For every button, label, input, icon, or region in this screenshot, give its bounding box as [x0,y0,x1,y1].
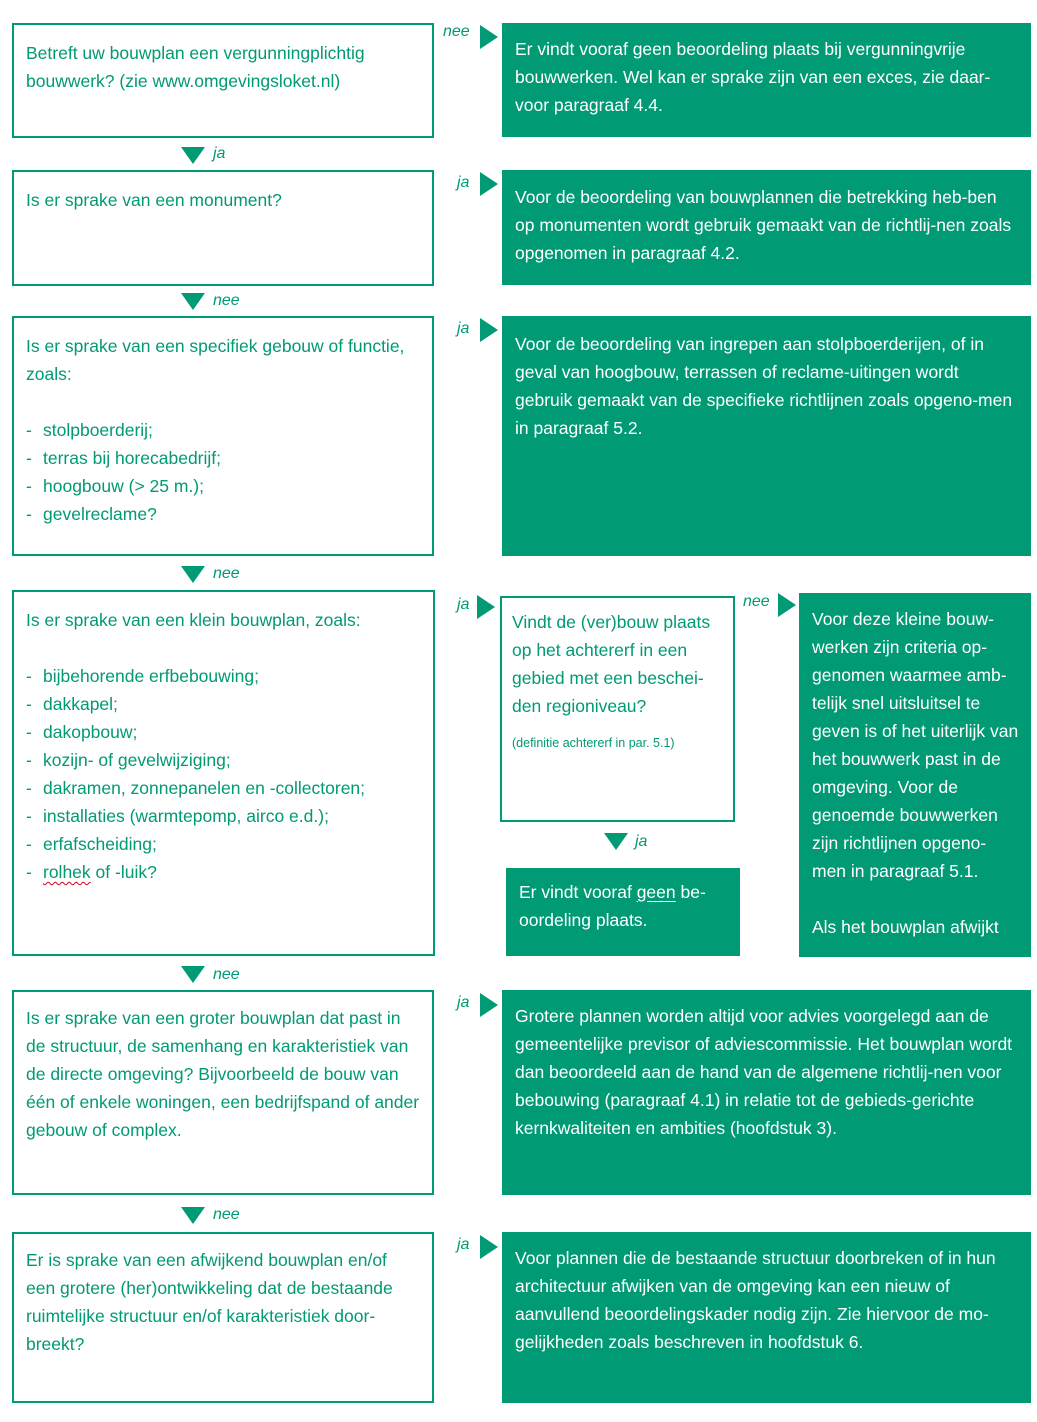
label-ja: ja [457,994,470,1011]
answer-afwijkend-bouwplan [502,1232,1031,1403]
answer-text: Er vindt vooraf geen beoordeling plaats bij vergunningvrije bouwwerken. Wel kan er sprake zijn van een exces, zie daar-voor paragraaf 4.4. [515,39,991,115]
question-monument [12,170,434,286]
label-nee: nee [213,966,240,983]
arrow-down-icon [604,833,628,850]
question-list [26,416,420,528]
question-text: Is er sprake van een groter bouwplan dat past in de structuur, de samenhang en karakteristiek van de directe omgeving? Bijvoorbeeld de bouw van één of enkele woningen, een bedrijfspand of ander gebouw of complex. [26,1008,420,1140]
label-nee: nee [213,292,240,309]
label-nee: nee [213,565,240,582]
question-text: Is er sprake van een klein bouwplan, zoals: [26,610,361,630]
arrow-right-icon [480,318,498,342]
label-nee: nee [443,23,470,40]
answer-text: Voor deze kleine bouw-werken zijn criteria op-genomen waarmee amb-telijk snel uitsluitsel te geven is of het uiterlijk van het bouwwerk past in de omgeving. Voor de genoemde bouwwerken zijn richtlijnen opgeno-men in paragraaf 5.1. [812,609,1019,881]
question-klein-bouwplan [12,590,435,956]
arrow-right-icon [477,595,495,619]
answer-text: Voor de beoordeling van bouwplannen die betrekking heb-ben op monumenten wordt gebruik gemaakt van de richtlij-nen zoals opgenomen in paragraaf 4.2. [515,187,1012,263]
label-nee: nee [213,1206,240,1223]
list-item: - rolhek of -luik? [26,862,157,882]
list-item: - gevelreclame? [26,504,157,524]
question-text: Vindt de (ver)bouw plaats op het achtererf in een gebied met een beschei-den regioniveau? [512,612,711,716]
list-item: - dakramen, zonnepanelen en -collectoren; [26,778,366,798]
answer-vergunningvrij [502,23,1031,137]
list-item: - hoogbouw (> 25 m.); [26,476,204,496]
list-item: - bijbehorende erfbebouwing; [26,666,259,686]
label-ja: ja [635,833,648,850]
arrow-down-icon [181,566,205,583]
question-note: (definitie achtererf in par. 5.1) [512,736,675,750]
question-afwijkend-bouwplan [12,1232,434,1403]
arrow-right-icon [480,172,498,196]
question-text: Betreft uw bouwplan een vergunningplichtig bouwwerk? (zie www.omgevingsloket.nl) [26,43,365,91]
question-groter-bouwplan [12,990,434,1195]
question-text: Is er sprake van een specifiek gebouw of functie, zoals: [26,336,405,384]
arrow-down-icon [181,966,205,983]
question-text: Er is sprake van een afwijkend bouwplan en/of een grotere (her)ontwikkeling dat de bestaande ruimtelijke structuur en/of karakteristiek door-breekt? [26,1250,393,1354]
list-item: - dakopbouw; [26,722,138,742]
list-item: - stolpboerderij; [26,420,153,440]
label-ja: ja [213,145,226,162]
arrow-right-icon [778,593,796,617]
answer-text-extra: Als het bouwplan afwijkt [812,917,999,937]
question-achtererf [500,596,735,822]
answer-text: Voor plannen die de bestaande structuur doorbreken of in hun architectuur afwijken van de omgeving kan een nieuw of aanvullend beoordelingskader nodig zijn. Zie hiervoor de mo-gelijkheden zoals beschreven in hoofdstuk 6. [515,1248,996,1352]
arrow-down-icon [181,293,205,310]
answer-text: Voor de beoordeling van ingrepen aan stolpboerderijen, of in geval van hoogbouw, terrassen of reclame-uitingen wordt gebruik gemaakt van de specifieke richtlijnen zoals opgeno-men in paragraaf 5.2. [515,334,1013,438]
list-item: - terras bij horecabedrijf; [26,448,221,468]
question-text: Is er sprake van een monument? [26,190,282,210]
label-ja: ja [457,174,470,191]
list-item: - dakkapel; [26,694,118,714]
answer-groter-bouwplan [502,990,1031,1195]
arrow-right-icon [480,25,498,49]
answer-monument [502,170,1031,285]
question-specifiek-gebouw [12,316,434,556]
answer-emphasis: geen [636,882,676,902]
list-item: - installaties (warmtepomp, airco e.d.); [26,806,329,826]
arrow-right-icon [480,1235,498,1259]
list-item: - erfafscheiding; [26,834,157,854]
answer-specifiek-gebouw [502,316,1031,556]
question-list [26,662,421,886]
arrow-down-icon [181,1207,205,1224]
label-nee: nee [743,593,770,610]
label-ja: ja [457,596,470,613]
answer-kleine-bouwwerken [799,593,1031,957]
question-vergunningplichtig [12,23,434,138]
label-ja: ja [457,320,470,337]
answer-text: Grotere plannen worden altijd voor advies voorgelegd aan de gemeentelijke previsor of adviescommissie. Het bouwplan wordt dan beoordeeld aan de hand van de algemene richtlij-nen voor bebouwing (paragraaf 4.1) in relatie tot de gebieds-gerichte kernkwaliteiten en ambities (hoofdstuk 3). [515,1006,1013,1138]
spellcheck-marked-word: rolhek [43,862,91,882]
arrow-down-icon [181,147,205,164]
answer-geen-beoordeling: Er vindt vooraf geen be-oordeling plaats. [506,868,740,956]
label-ja: ja [457,1236,470,1253]
arrow-right-icon [480,993,498,1017]
list-item: - kozijn- of gevelwijziging; [26,750,231,770]
